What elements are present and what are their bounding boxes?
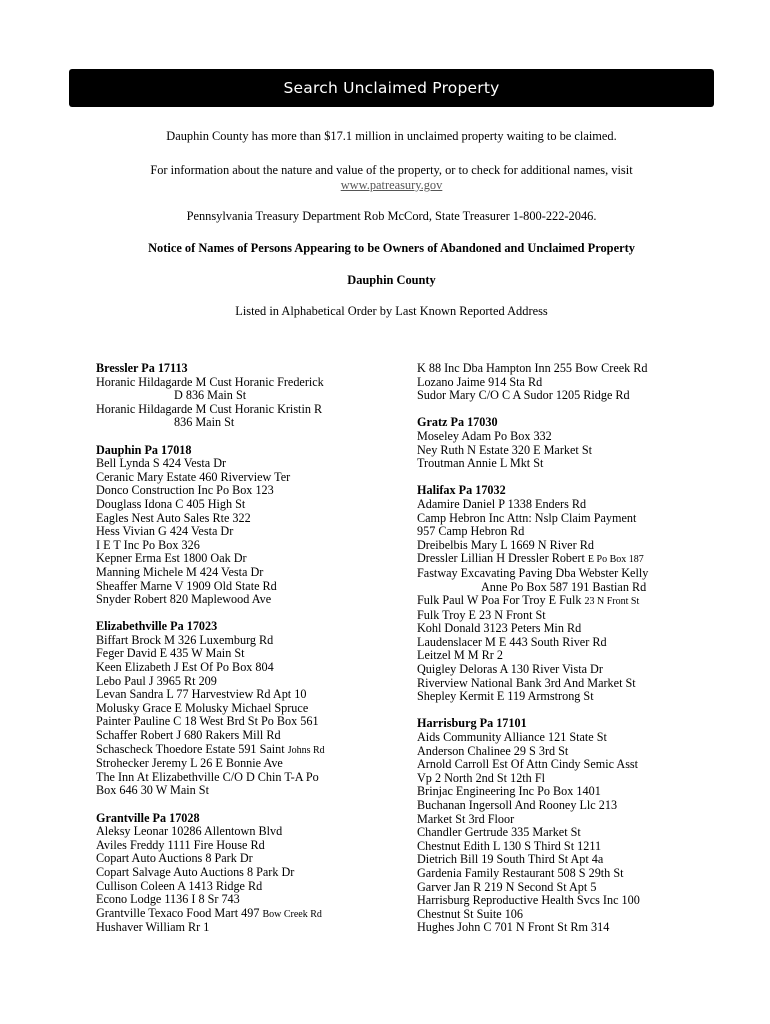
list-item: Horanic Hildagarde M Cust Horanic Kristin R <box>96 401 323 416</box>
list-item <box>96 907 396 922</box>
list-item: 836 Main St <box>174 415 235 430</box>
notice-heading: Notice of Names of Persons Appearing to be Owners of Abandoned and Unclaimed Property <box>148 241 635 255</box>
section-header: Gratz Pa 17030 <box>417 415 498 430</box>
list-item: Eagles Nest Auto Sales Rte 322 <box>96 510 251 525</box>
intro-link-row <box>69 178 714 193</box>
list-item: Laudenslacer M E 443 South River Rd <box>417 634 607 649</box>
list-item-text: Dressler Lillian H Dressler Robert <box>417 551 588 566</box>
section-halifax <box>417 484 717 704</box>
list-item: Harrisburg Reproductive Health Svcs Inc 100 <box>417 893 640 908</box>
section-bressler <box>96 362 396 430</box>
list-item <box>417 594 717 609</box>
list-item: Arnold Carroll Est Of Attn Cindy Semic Asst <box>417 757 639 772</box>
list-item: Troutman Annie L Mkt St <box>417 456 544 471</box>
list-item: Biffart Brock M 326 Luxemburg Rd <box>96 632 274 647</box>
list-item-text-small: Johns Rd <box>287 744 325 756</box>
list-item: Schaffer Robert J 680 Rakers Mill Rd <box>96 728 281 743</box>
list-item: Vp 2 North 2nd St 12th Fl <box>417 770 545 785</box>
list-item: Horanic Hildagarde M Cust Horanic Frederick <box>96 374 324 389</box>
list-item: Adamire Daniel P 1338 Enders Rd <box>417 496 587 511</box>
list-item: Sheaffer Marne V 1909 Old State Rd <box>96 578 277 593</box>
section-harrisburg <box>417 717 717 935</box>
list-item: The Inn At Elizabethville C/O D Chin T-A Po <box>96 769 319 784</box>
list-item: Ceranic Mary Estate 460 Riverview Ter <box>96 469 291 484</box>
right-column <box>417 362 717 935</box>
intro-total: Dauphin County has more than $17.1 million in unclaimed property waiting to be claimed. <box>166 129 617 143</box>
section-header: Grantville Pa 17028 <box>96 810 200 825</box>
patreasury-link[interactable]: www.patreasury.gov <box>340 178 443 192</box>
list-item: Dietrich Bill 19 South Third St Apt 4a <box>417 852 604 867</box>
list-item: Buchanan Ingersoll And Rooney Llc 213 <box>417 798 618 812</box>
list-item: Box 646 30 W Main St <box>96 783 209 798</box>
list-item: Feger David E 435 W Main St <box>96 646 245 661</box>
list-item: Camp Hebron Inc Attn: Nslp Claim Payment <box>417 510 637 525</box>
list-item: Quigley Deloras A 130 River Vista Dr <box>417 662 603 677</box>
list-item: Lozano Jaime 914 Sta Rd <box>417 374 543 389</box>
list-item: Leitzel M M Rr 2 <box>417 648 503 663</box>
list-item: Kohl Donald 3123 Peters Min Rd <box>417 621 582 636</box>
list-item: Aviles Freddy 1111 Fire House Rd <box>96 837 265 852</box>
list-item: Market St 3rd Floor <box>417 811 515 826</box>
section-dauphin <box>96 444 396 607</box>
list-item: Keen Elizabeth J Est Of Po Box 804 <box>96 660 274 675</box>
section-header: Halifax Pa 17032 <box>417 483 506 498</box>
list-item: Bell Lynda S 424 Vesta Dr <box>96 456 227 471</box>
list-item: Copart Salvage Auto Auctions 8 Park Dr <box>96 864 295 879</box>
list-item: Snyder Robert 820 Maplewood Ave <box>96 592 272 607</box>
section-continued <box>417 362 717 403</box>
left-column <box>96 362 396 935</box>
list-item-text: Grantville Texaco Food Mart 497 <box>96 905 263 920</box>
section-elizabethville <box>96 620 396 798</box>
section-gratz <box>417 416 717 470</box>
list-item: K 88 Inc Dba Hampton Inn 255 Bow Creek Rd <box>417 361 648 375</box>
list-item: Econo Lodge 1136 I 8 Sr 743 <box>96 892 240 907</box>
page-title: Search Unclaimed Property <box>283 79 500 97</box>
list-item-text-small: Bow Creek Rd <box>262 908 322 920</box>
treasury-contact: Pennsylvania Treasury Department Rob McCord, State Treasurer 1-800-222-2046. <box>186 209 597 223</box>
list-item: Brinjac Engineering Inc Po Box 1401 <box>417 784 601 799</box>
list-item: Levan Sandra L 77 Harvestview Rd Apt 10 <box>96 687 307 702</box>
list-item: Cullison Coleen A 1413 Ridge Rd <box>96 878 263 893</box>
list-item <box>96 743 396 758</box>
list-item: Hess Vivian G 424 Vesta Dr <box>96 524 234 539</box>
list-item: Lebo Paul J 3965 Rt 209 <box>96 673 217 688</box>
county-heading: Dauphin County <box>347 273 436 287</box>
section-header: Elizabethville Pa 17023 <box>96 619 218 634</box>
list-item: Fastway Excavating Paving Dba Webster Kelly <box>417 565 649 580</box>
list-item: 957 Camp Hebron Rd <box>417 524 525 539</box>
order-note: Listed in Alphabetical Order by Last Known Reported Address <box>235 304 548 318</box>
list-item: Gardenia Family Restaurant 508 S 29th St <box>417 865 624 880</box>
list-item: D 836 Main St <box>174 388 247 403</box>
section-grantville <box>96 812 396 935</box>
list-item: Hushaver William Rr 1 <box>96 920 210 935</box>
list-item: Strohecker Jeremy L 26 E Bonnie Ave <box>96 756 283 771</box>
list-item: Douglass Idona C 405 High St <box>96 496 246 511</box>
list-item: Copart Auto Auctions 8 Park Dr <box>96 851 253 866</box>
section-header: Harrisburg Pa 17101 <box>417 716 527 731</box>
list-item: Aids Community Alliance 121 State St <box>417 730 607 745</box>
list-item: Fulk Troy E 23 N Front St <box>417 607 546 622</box>
list-item: Sudor Mary C/O C A Sudor 1205 Ridge Rd <box>417 388 630 403</box>
list-item: Chestnut Edith L 130 S Third St 1211 <box>417 838 602 853</box>
list-item-text-small: 23 N Front St <box>584 596 640 608</box>
page-banner <box>69 69 714 107</box>
list-item: Riverview National Bank 3rd And Market St <box>417 675 636 690</box>
list-item: Anne Po Box 587 191 Bastian Rd <box>481 579 647 594</box>
list-item: Chandler Gertrude 335 Market St <box>417 825 581 840</box>
list-item: I E T Inc Po Box 326 <box>96 537 200 552</box>
section-header: Dauphin Pa 17018 <box>96 442 192 457</box>
list-item: Garver Jan R 219 N Second St Apt 5 <box>417 879 597 894</box>
list-item: Moseley Adam Po Box 332 <box>417 428 552 443</box>
list-item: Ney Ruth N Estate 320 E Market St <box>417 442 592 457</box>
list-item-text: Schascheck Thoedore Estate 591 Saint <box>96 741 288 756</box>
list-item <box>417 552 717 567</box>
list-item-text-small: E Po Box 187 <box>587 554 644 566</box>
list-item: Molusky Grace E Molusky Michael Spruce <box>96 700 309 715</box>
list-item: Anderson Chalinee 29 S 3rd St <box>417 743 569 758</box>
list-item: Kepner Erma Est 1800 Oak Dr <box>96 551 247 566</box>
list-item: Hughes John C 701 N Front St Rm 314 <box>417 920 610 935</box>
list-item: Dreibelbis Mary L 1669 N River Rd <box>417 537 594 552</box>
list-item: Aleksy Leonar 10286 Allentown Blvd <box>96 824 283 839</box>
list-item: Manning Michele M 424 Vesta Dr <box>96 564 264 579</box>
section-header: Bressler Pa 17113 <box>96 361 188 375</box>
list-item: Painter Pauline C 18 West Brd St Po Box 561 <box>96 714 319 729</box>
list-item: Chestnut St Suite 106 <box>417 906 523 921</box>
list-item-text: Fulk Paul W Poa For Troy E Fulk <box>417 593 585 608</box>
intro-info: For information about the nature and value of the property, or to check for additional names, visit <box>150 163 633 177</box>
list-item: Donco Construction Inc Po Box 123 <box>96 483 274 498</box>
list-item: Shepley Kermit E 119 Armstrong St <box>417 689 594 704</box>
